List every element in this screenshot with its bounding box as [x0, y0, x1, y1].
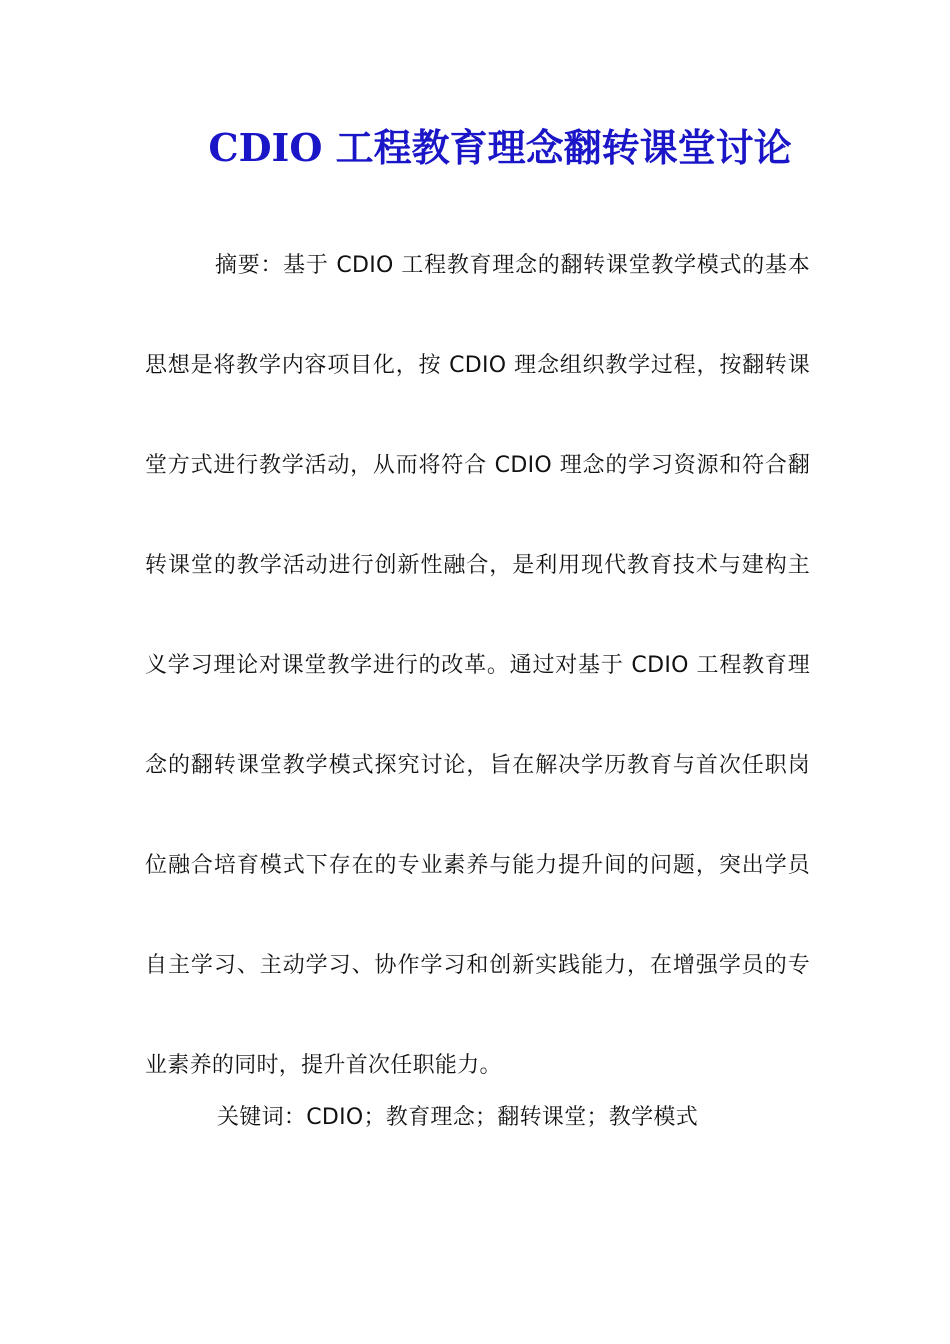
keywords-line: 关键词：CDIO；教育理念；翻转课堂；教学模式 — [217, 1105, 699, 1130]
document-title: CDIO 工程教育理念翻转课堂讨论 — [208, 125, 792, 170]
abstract-paragraph: 摘要：基于 CDIO 工程教育理念的翻转课堂教学模式的基本思想是将教学内容项目化，按 CDIO 理念组织教学过程，按翻转课堂方式进行教学活动，从而将符合 CDIO 理念的学习资源和符合翻转课堂的教学活动进行创新性融合，是利用现代教育技术与建构主义学习理论对课堂教学进行的改革。通过对基于 CDIO 工程教育理念的翻转课堂教学模式探究讨论，旨在解决学历教育与首次任职岗位融合培育模式下存在的专业素养与能力提升间的问题，突出学员自主学习、主动学习、协作学习和创新实践能力，在增强学员的专业素养的同时，提升首次任职能力。 — [145, 253, 810, 1078]
